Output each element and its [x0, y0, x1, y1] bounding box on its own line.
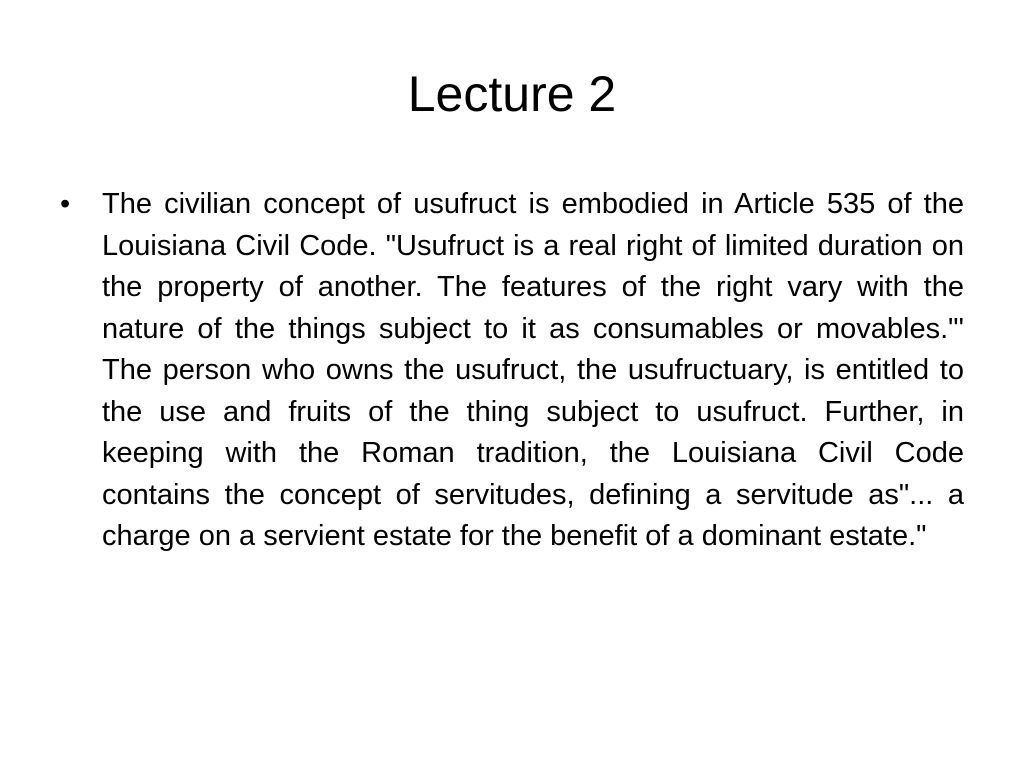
- bullet-list: [60, 184, 964, 558]
- bullet-item: [60, 184, 964, 558]
- slide-title: Lecture 2: [407, 66, 617, 122]
- bullet-text: The civilian concept of usufruct is embodied in Article 535 of the Louisiana Civil Code. "Usufruct is a real right of limited duration on the property of another. The features of the right vary with the nature of the things subject to it as consumables or movables."' The person who owns the usufruct, the usufructuary, is entitled to the use and fruits of the thing subject to usufruct. Further, in keeping with the Roman tradition, the Louisiana Civil Code contains the concept of servitudes, defining a servitude as"... a charge on a servient estate for the benefit of a dominant estate.": [102, 188, 964, 552]
- bullet-dot-icon: •: [60, 188, 71, 220]
